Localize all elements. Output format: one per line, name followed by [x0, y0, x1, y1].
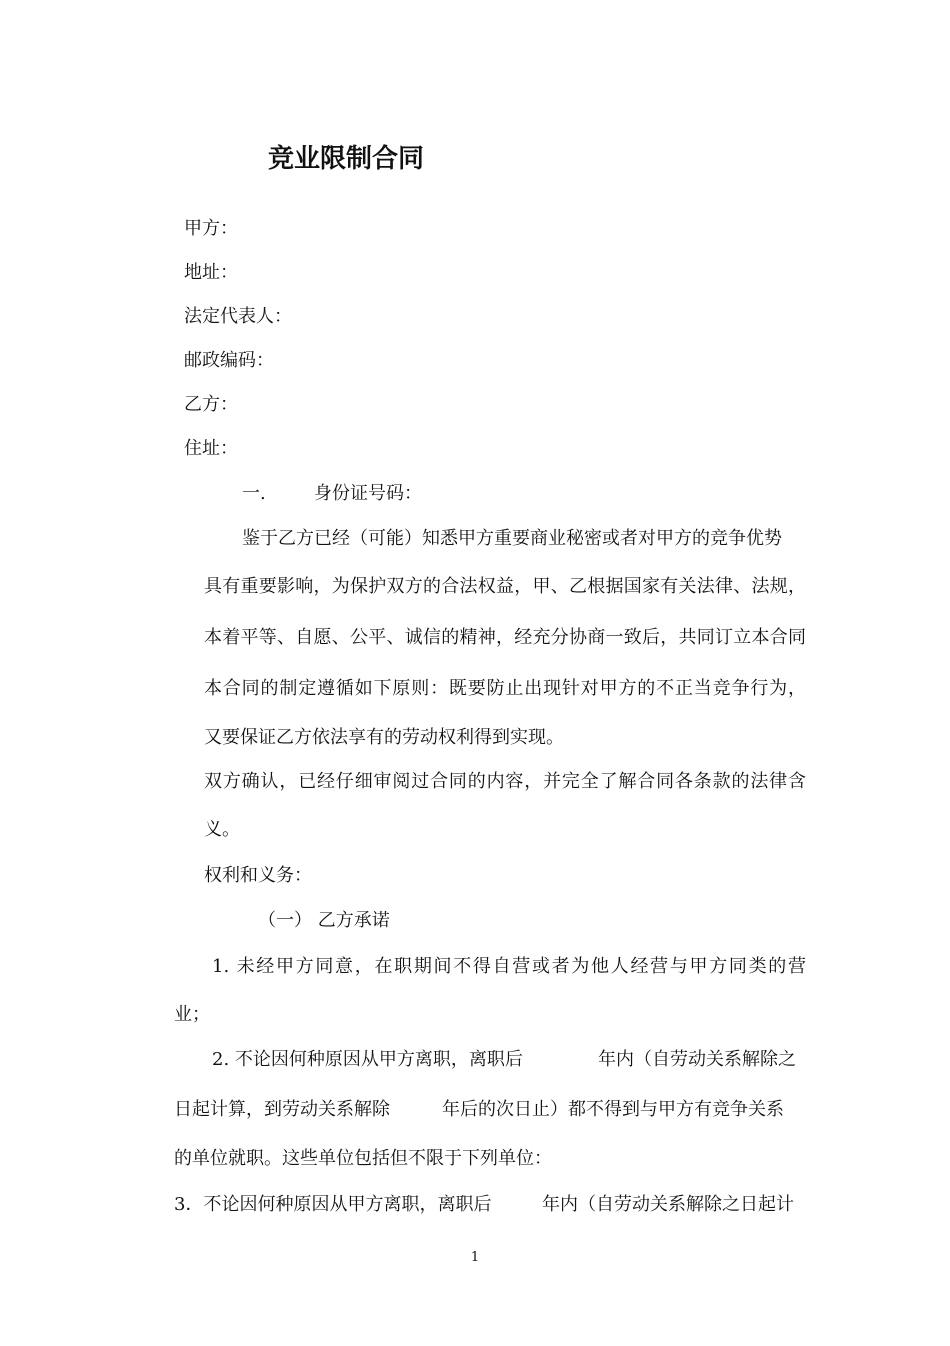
id-number-label: 身份证号码：	[314, 483, 422, 504]
item-2-line-2a: 日起计算，到劳动关系解除	[174, 1099, 390, 1120]
item-3-line-b: 年内（自劳动关系解除之日起计	[542, 1194, 794, 1215]
preamble-line: 又要保证乙方依法享有的劳动权利得到实现。	[204, 727, 564, 748]
item-2-line-3: 的单位就职。这些单位包括但不限于下列单位：	[174, 1148, 552, 1169]
party-a-label: 甲方：	[184, 218, 238, 239]
confirm-line: 双方确认，已经仔细审阅过合同的内容，并完全了解合同各条款的法律含	[204, 771, 806, 792]
rights-heading: 权利和义务：	[204, 865, 312, 886]
legal-rep-label: 法定代表人：	[184, 306, 292, 327]
sub-heading: （一） 乙方承诺	[258, 910, 390, 931]
section-one-number: 一.	[242, 483, 266, 504]
preamble-line: 具有重要影响，为保护双方的合法权益，甲、乙根据国家有关法律、法规，	[204, 576, 806, 597]
preamble-line: 本合同的制定遵循如下原则：既要防止出现针对甲方的不正当竞争行为，	[204, 678, 806, 699]
item-2-line-1b: 年内（自劳动关系解除之	[598, 1049, 796, 1070]
item-1-line: 1. 未经甲方同意，在职期间不得自营或者为他人经营与甲方同类的营	[212, 956, 806, 977]
item-2-line-2b: 年后的次日止）都不得到与甲方有竞争关系	[442, 1099, 784, 1120]
party-b-label: 乙方：	[184, 394, 238, 415]
postal-code-label: 邮政编码：	[184, 350, 274, 371]
page-number: 1	[470, 1250, 480, 1265]
preamble-line: 鉴于乙方已经（可能）知悉甲方重要商业秘密或者对甲方的竞争优势	[242, 528, 782, 549]
item-2-line-1a: 2. 不论因何种原因从甲方离职，离职后	[212, 1049, 523, 1070]
address-label: 地址：	[184, 262, 238, 283]
item-1-line: 业；	[174, 1004, 210, 1025]
preamble-line: 本着平等、自愿、公平、诚信的精神，经充分协商一致后，共同订立本合同	[204, 627, 806, 648]
item-3-line-a: 3．不论因何种原因从甲方离职，离职后	[174, 1194, 492, 1215]
residence-label: 住址：	[184, 438, 238, 459]
contract-title: 竞业限制合同	[268, 144, 425, 174]
confirm-line: 义。	[204, 819, 240, 840]
